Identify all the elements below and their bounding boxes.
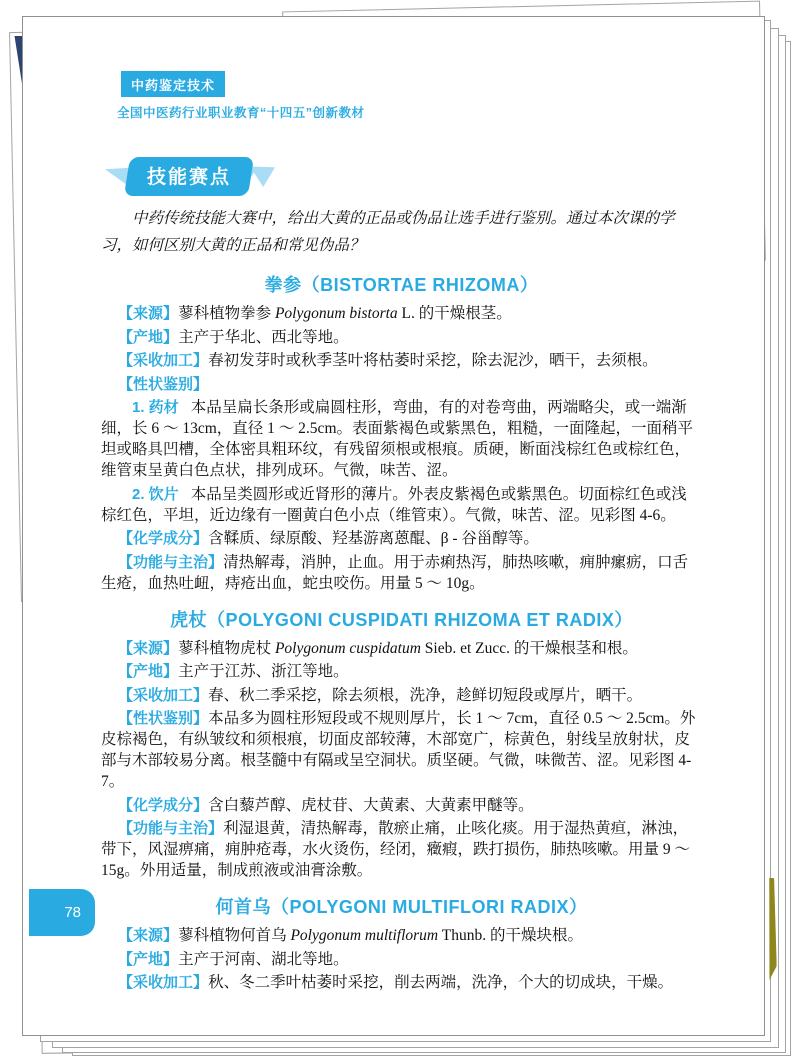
entry-label: 【化学成分】 bbox=[118, 796, 209, 814]
entry-text: Thunb. 的干燥块根。 bbox=[438, 927, 583, 944]
entry-trait-drug bbox=[101, 397, 702, 481]
entry-source bbox=[101, 925, 702, 946]
entry-text: 含白藜芦醇、虎杖苷、大黄素、大黄素甲醚等。 bbox=[208, 796, 534, 814]
page-number-badge: 78 bbox=[29, 889, 95, 936]
entry-harvest bbox=[101, 972, 702, 993]
section-title-bistortae: 拳参（BISTORTAE RHIZOMA） bbox=[264, 275, 539, 295]
intro-paragraph: 中药传统技能大赛中，给出大黄的正品或伪品让选手进行鉴别。通过本次课的学习，如何区别大黄的正品和常见伪品？ bbox=[101, 210, 675, 254]
entry-traits bbox=[101, 708, 702, 792]
entry-origin bbox=[101, 949, 702, 970]
entry-text: 利湿退黄，清热解毒，散瘀止痛，止咳化痰。用于湿热黄疸，淋浊，带下，风湿痹痛，痈肿疮毒，水火烫伤，经闭，癥瘕，跌打损伤，肺热咳嗽。用量 9 ～ 15g。外用适量，制成煎液或油膏涂敷。 bbox=[101, 820, 691, 879]
entry-text: 本品多为圆柱形短段或不规则厚片，长 1 ～ 7cm，直径 0.5 ～ 2.5cm。外皮棕褐色，有纵皱纹和须根痕，切面皮部较薄，木部宽广，棕黄色，射线呈放射状，皮部与木部较易分离。根茎髓中有隔或呈空洞状。质坚硬。气微，味微苦、涩。见彩图 4-7。 bbox=[101, 710, 696, 790]
entry-label: 【来源】 bbox=[118, 305, 179, 322]
latin-name: Polygonum multiflorum bbox=[290, 927, 439, 944]
latin-name: Polygonum cuspidatum bbox=[274, 639, 421, 657]
entry-text: 蓼科植物拳参 bbox=[178, 305, 275, 322]
entry-text: 主产于河南、湖北等地。 bbox=[178, 950, 349, 968]
ribbon-label: 技能赛点 bbox=[127, 157, 251, 196]
entry-text: 主产于华北、西北等地。 bbox=[178, 328, 349, 346]
entry-label: 【产地】 bbox=[118, 950, 179, 968]
entry-text: Sieb. et Zucc. 的干燥根茎和根。 bbox=[420, 639, 638, 657]
latin-name: Polygonum bistorta bbox=[274, 305, 398, 322]
entry-text: 主产于江苏、浙江等地。 bbox=[178, 663, 349, 680]
entry-label: 【化学成分】 bbox=[118, 530, 209, 547]
entry-functions bbox=[101, 818, 702, 881]
section-title-polygoni-multiflori: 何首乌（POLYGONI MULTIFLORI RADIX） bbox=[215, 897, 588, 917]
entry-text: 蓼科植物何首乌 bbox=[178, 927, 291, 944]
page-content bbox=[101, 71, 702, 993]
entry-text: 蓼科植物虎杖 bbox=[178, 639, 275, 657]
entry-functions bbox=[101, 552, 702, 594]
entry-origin bbox=[101, 327, 702, 348]
entry-label: 【来源】 bbox=[118, 927, 179, 944]
entry-text: 秋、冬二季叶枯萎时采挖，削去两端，洗净，个大的切成块，干燥。 bbox=[208, 974, 674, 991]
entry-label: 【采收加工】 bbox=[118, 686, 209, 704]
entry-number: 2. 饮片 bbox=[132, 485, 179, 503]
entry-text: 本品呈扁长条形或扁圆柱形，弯曲，有的对卷弯曲，两端略尖，或一端渐细，长 6 ～ 13cm，直径 1 ～ 2.5cm。表面紫褐色或紫黑色，粗糙，一面隆起，一面稍平坦或略具凹槽，全体密具粗环纹，有残留须根或根痕。质硬，断面浅棕红色或棕红色，维管束呈黄白色点状，排列成环。气微，味苦、涩。 bbox=[101, 399, 693, 479]
entry-number: 1. 药材 bbox=[132, 399, 179, 416]
page-header bbox=[101, 71, 702, 121]
entry-label: 【产地】 bbox=[118, 328, 179, 346]
entry-text: 清热解毒，消肿，止血。用于赤痢热泻，肺热咳嗽，痈肿瘰疬，口舌生疮，血热吐衄，痔疮出血，蛇虫咬伤。用量 5 ～ 10g。 bbox=[101, 553, 689, 592]
entry-label: 【性状鉴别】 bbox=[118, 375, 209, 393]
section-title-polygoni-cuspidati: 虎杖（POLYGONI CUSPIDATI RHIZOMA ET RADIX） bbox=[170, 609, 633, 630]
entry-harvest bbox=[101, 350, 702, 371]
entry-origin bbox=[101, 661, 702, 682]
entry-trait-pieces bbox=[101, 484, 702, 526]
entry-text: 春、秋二季采挖，除去须根，洗净，趁鲜切短段或厚片，晒干。 bbox=[208, 686, 643, 704]
skill-point-banner bbox=[105, 157, 702, 191]
entry-text: L. 的干燥根茎。 bbox=[397, 305, 512, 322]
entry-label: 【采收加工】 bbox=[118, 352, 209, 369]
entry-source bbox=[101, 303, 702, 324]
entry-text: 本品呈类圆形或近肾形的薄片。外表皮紫褐色或紫黑色。切面棕红色或浅棕红色，平坦，近边缘有一圈黄白色小点（维管束）。气微，味苦、涩。见彩图 4-6。 bbox=[101, 485, 687, 524]
entry-label: 【性状鉴别】 bbox=[118, 710, 209, 727]
entry-label: 【来源】 bbox=[118, 639, 179, 657]
page bbox=[22, 16, 765, 1036]
entry-traits-heading bbox=[101, 374, 702, 395]
entry-label: 【产地】 bbox=[118, 663, 179, 680]
entry-chemistry bbox=[101, 528, 702, 549]
series-badge: 中药鉴定技术 bbox=[121, 71, 225, 97]
entry-label: 【功能与主治】 bbox=[118, 820, 224, 837]
entry-text: 春初发芽时或秋季茎叶将枯萎时采挖，除去泥沙，晒干，去须根。 bbox=[208, 352, 658, 369]
entry-text: 含鞣质、绿原酸、羟基游离蒽醌、β - 谷甾醇等。 bbox=[208, 530, 539, 547]
series-subtitle: 全国中医药行业职业教育“十四五”创新教材 bbox=[117, 106, 365, 120]
entry-label: 【功能与主治】 bbox=[118, 553, 224, 571]
entry-chemistry bbox=[101, 795, 702, 816]
entry-harvest bbox=[101, 685, 702, 706]
entry-source bbox=[101, 638, 702, 659]
entry-label: 【采收加工】 bbox=[118, 974, 209, 991]
